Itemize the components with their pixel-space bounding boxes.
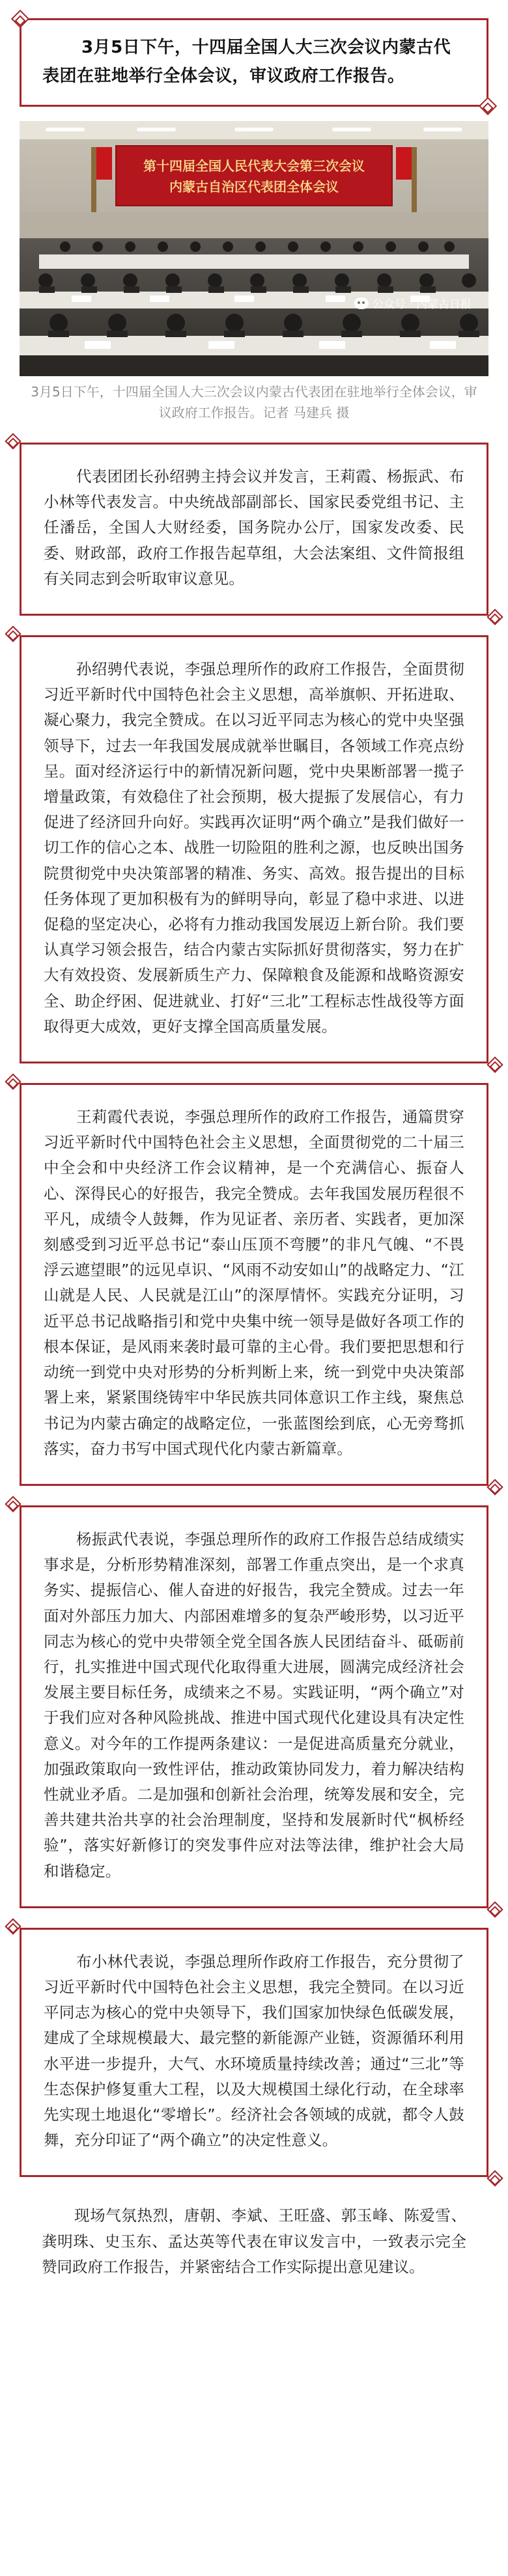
corner-ornament-icon <box>5 433 21 449</box>
corner-ornament-icon <box>487 609 503 625</box>
speech-section-sun <box>20 443 488 616</box>
closing-paragraph <box>20 2203 488 2280</box>
corner-ornament-icon <box>5 625 21 642</box>
paragraph: 王莉霞代表说，李强总理所作的政府工作报告，通篇贯穿习近平新时代中国特色社会主义思想，全面贯彻党的二十届三中全会和中央经济工作会议精神，是一个充满信心、振奋人心、深得民心的好报告，我完全赞成。去年我国发展历程很不平凡，成绩令人鼓舞，作为见证者、亲历者、实践者，更加深刻感受到习近平总书记“泰山压顶不弯腰”的非凡气魄、“不畏浮云遮望眼”的远见卓识、“风雨不动安如山”的战略定力、“江山就是人民、人民就是江山”的深厚情怀。实践充分证明，习近平总书记战略指引和党中央集中统一领导是做好各项工作的根本保证，是风雨来袭时最可靠的主心骨。我们要把思想和行动统一到党中央对形势的分析判断上来，统一到党中央决策部署上来，紧紧围绕铸牢中华民族共同体意识工作主线，聚焦总书记为内蒙古确定的战略定位，一张蓝图绘到底，心无旁骛抓落实，奋力书写中国式现代化内蒙古新篇章。 <box>44 1108 464 1458</box>
photo-watermark <box>354 295 472 311</box>
article-page <box>0 18 508 2280</box>
speech-section-bu-xiaolin <box>20 1928 488 2178</box>
photo-caption: 3月5日下午，十四届全国人大三次会议内蒙古代表团在驻地举行全体会议，审议政府工作报告。记者 马建兵 摄 <box>31 384 477 420</box>
corner-ornament-icon <box>479 97 497 115</box>
banner-line-2: 内蒙古自治区代表团全体会议 <box>169 179 339 195</box>
corner-ornament-icon <box>11 10 29 28</box>
speech-section-yang-zhenwu <box>20 1505 488 1908</box>
watermark-text: 公众号 · 内蒙古日报 <box>372 298 472 311</box>
corner-ornament-icon <box>487 1056 503 1073</box>
paragraph: 孙绍骋代表说，李强总理所作的政府工作报告，全面贯彻习近平新时代中国特色社会主义思想，高举旗帜、开拓进取、凝心聚力，我完全赞成。在以习近平同志为核心的党中央坚强领导下，过去一年我国发展成就举世瞩目，各领域工作亮点纷呈。面对经济运行中的新情况新问题，党中央果断部署一揽子增量政策，有效稳住了社会预期，极大提振了发展信心，有力促进了经济回升向好。实践再次证明“两个确立”是我们做好一切工作的信心之本、战胜一切险阻的胜利之源，也反映出国务院贯彻党中央决策部署的精准、务实、高效。报告提出的目标任务体现了更加积极有为的鲜明导向，彰显了稳中求进、以进促稳的坚定决心，必将有力推动我国发展迈上新台阶。我们要认真学习领会报告，结合内蒙古实际抓好贯彻落实，努力在扩大有效投资、发展新质生产力、保障粮食及能源和战略资源安全、助企纾困、促进就业、打好“三北”工程标志性战役等方面取得更大成效，更好支撑全国高质量发展。 <box>44 660 464 1035</box>
paragraph: 现场气氛热烈，唐朝、李斌、王旺盛、郭玉峰、陈爱雪、龚明珠、史玉东、孟达英等代表在审议发言中，一致表示完全赞同政府工作报告，并紧密结合工作实际提出意见建议。 <box>42 2206 466 2276</box>
paragraph: 杨振武代表说，李强总理所作的政府工作报告总结成绩实事求是，分析形势精准深刻，部署工作重点突出，是一个求真务实、提振信心、催人奋进的好报告，我完全赞成。过去一年面对外部压力加大、内部困难增多的复杂严峻形势，以习近平同志为核心的党中央带领全党全国各族人民团结奋斗、砥砺前行，扎实推进中国式现代化取得重大进展，圆满完成经济社会发展主要目标任务，成绩来之不易。实践证明，“两个确立”对于我们应对各种风险挑战、推进中国式现代化建设具有决定性意义。对今年的工作提两条建议：一是促进高质量充分就业，加强政策取向一致性评估，推动政策协同发力，着力解决结构性就业矛盾。二是加强和创新社会治理，统筹发展和安全，完善共建共治共享的社会治理制度，坚持和发展新时代“枫桥经验”，落实好新修订的突发事件应对法等法律，维护社会大局和谐稳定。 <box>44 1529 464 1880</box>
corner-ornament-icon <box>487 1479 503 1495</box>
meeting-photo-image <box>20 121 488 376</box>
banner-line-1: 第十四届全国人民代表大会第三次会议 <box>143 158 365 174</box>
corner-ornament-icon <box>5 1496 21 1512</box>
corner-ornament-icon <box>5 1073 21 1089</box>
paragraph: 代表团团长孙绍骋主持会议并发言，王莉霞、杨振武、布小林等代表发言。中央统战部副部长、国家民委党组书记、主任潘岳，全国人大财经委，国务院办公厅，国家发改委、民委、财政部，政府工作报告起草组，大会法案组、文件简报组有关同志到会听取审议意见。 <box>44 467 464 588</box>
corner-ornament-icon <box>487 2171 503 2187</box>
lead-text: 3月5日下午，十四届全国人大三次会议内蒙古代表团在驻地举行全体会议，审议政府工作报告。 <box>42 38 451 86</box>
wechat-icon <box>354 297 369 309</box>
speech-section-sun-shaocheng <box>20 635 488 1063</box>
lead-box <box>20 18 488 107</box>
corner-ornament-icon <box>487 1901 503 1917</box>
meeting-photo <box>20 121 488 376</box>
corner-ornament-icon <box>5 1918 21 1934</box>
paragraph: 布小林代表说，李强总理所作政府工作报告，充分贯彻了习近平新时代中国特色社会主义思想，我完全赞同。在以习近平同志为核心的党中央领导下，我们国家加快绿色低碳发展，建成了全球规模最大、最完整的新能源产业链，资源循环利用水平进一步提升，大气、水环境质量持续改善；通过“三北”等生态保护修复重大工程，以及大规模国土绿化行动，在全球率先实现土地退化“零增长”。经济社会各领域的成就，都令人鼓舞，充分印证了“两个确立”的决定性意义。 <box>44 1952 464 2150</box>
speech-section-wang-lixia <box>20 1083 488 1486</box>
